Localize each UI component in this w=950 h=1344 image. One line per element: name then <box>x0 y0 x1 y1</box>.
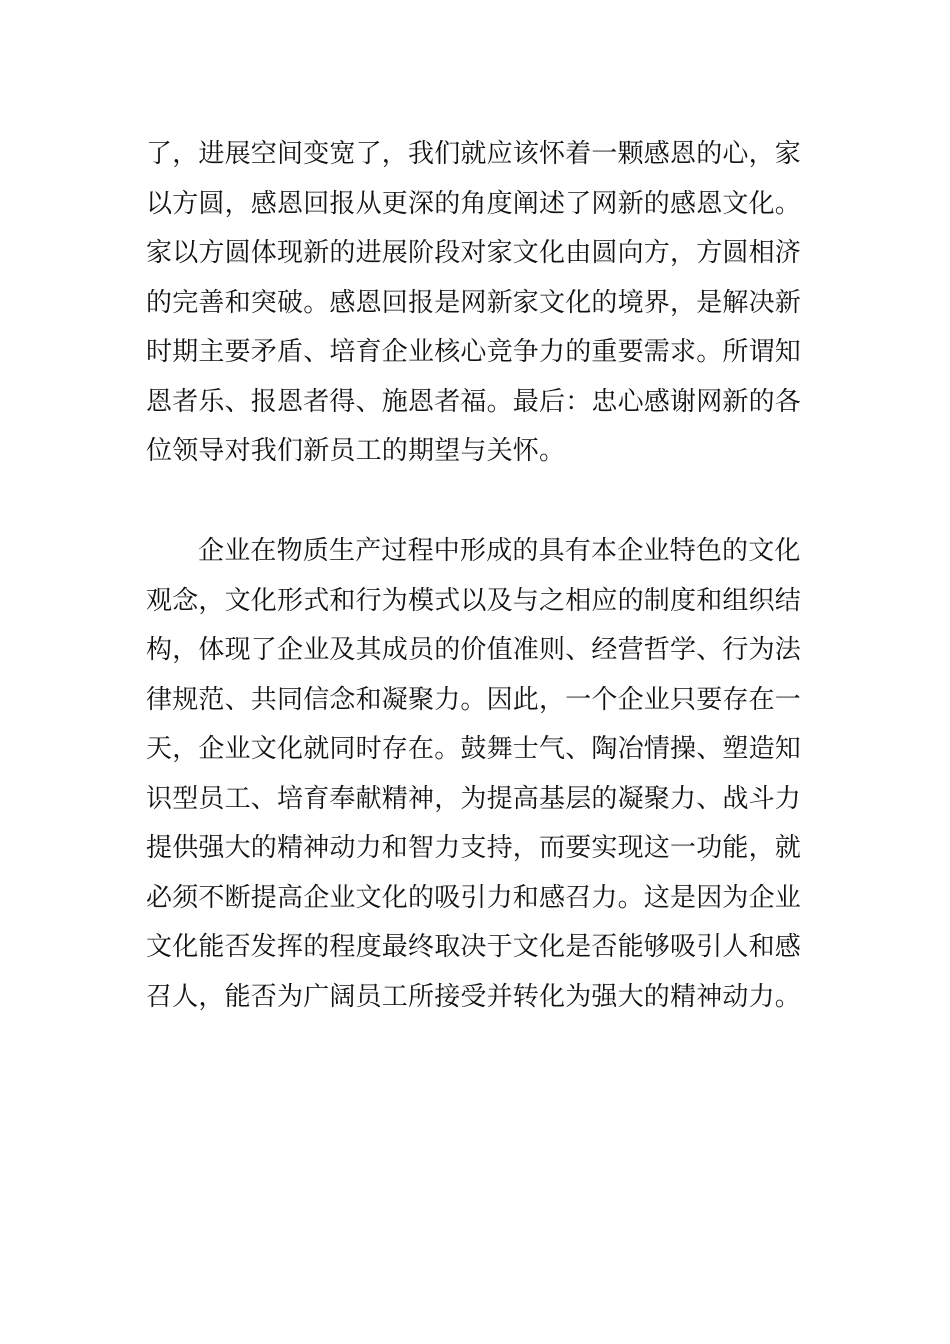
paragraph-line: 时期主要矛盾、培育企业核心竞争力的重要需求。所谓知 <box>146 337 802 367</box>
paragraph-line: 提供强大的精神动力和智力支持，而要实现这一功能，就 <box>146 833 802 863</box>
paragraph-line: 家以方圆体现新的进展阶段对家文化由圆向方，方圆相济 <box>146 238 802 268</box>
paragraph-line: 文化能否发挥的程度最终取决于文化是否能够吸引人和感 <box>146 932 802 962</box>
paragraph-line: 观念，文化形式和行为模式以及与之相应的制度和组织结 <box>146 585 802 616</box>
paragraph-line: 恩者乐、报恩者得、施恩者福。最后：忠心感谢网新的各 <box>146 386 802 417</box>
paragraph-1 <box>146 130 816 477</box>
paragraph-line: 构，体现了企业及其成员的价值准则、经营哲学、行为法 <box>146 635 802 665</box>
paragraph-line: 识型员工、培育奉献精神，为提高基层的凝聚力、战斗力 <box>146 783 802 814</box>
paragraph-line: 律规范、共同信念和凝聚力。因此，一个企业只要存在一 <box>146 684 802 715</box>
paragraph-line: 天，企业文化就同时存在。鼓舞士气、陶冶情操、塑造知 <box>146 734 802 764</box>
paragraph-line: 了，进展空间变宽了，我们就应该怀着一颗感恩的心，家 <box>146 139 802 169</box>
paragraph-2 <box>146 527 816 1022</box>
paragraph-line: 以方圆，感恩回报从更深的角度阐述了网新的感恩文化。 <box>146 188 802 219</box>
paragraph-line: 的完善和突破。感恩回报是网新家文化的境界，是解决新 <box>146 287 802 318</box>
paragraph-line: 召人，能否为广阔员工所接受并转化为强大的精神动力。 <box>146 981 802 1012</box>
paragraph-line: 位领导对我们新员工的期望与关怀。 <box>146 436 566 466</box>
paragraph-line: 必须不断提高企业文化的吸引力和感召力。这是因为企业 <box>146 882 802 913</box>
paragraph-line: 企业在物质生产过程中形成的具有本企业特色的文化 <box>198 536 801 566</box>
